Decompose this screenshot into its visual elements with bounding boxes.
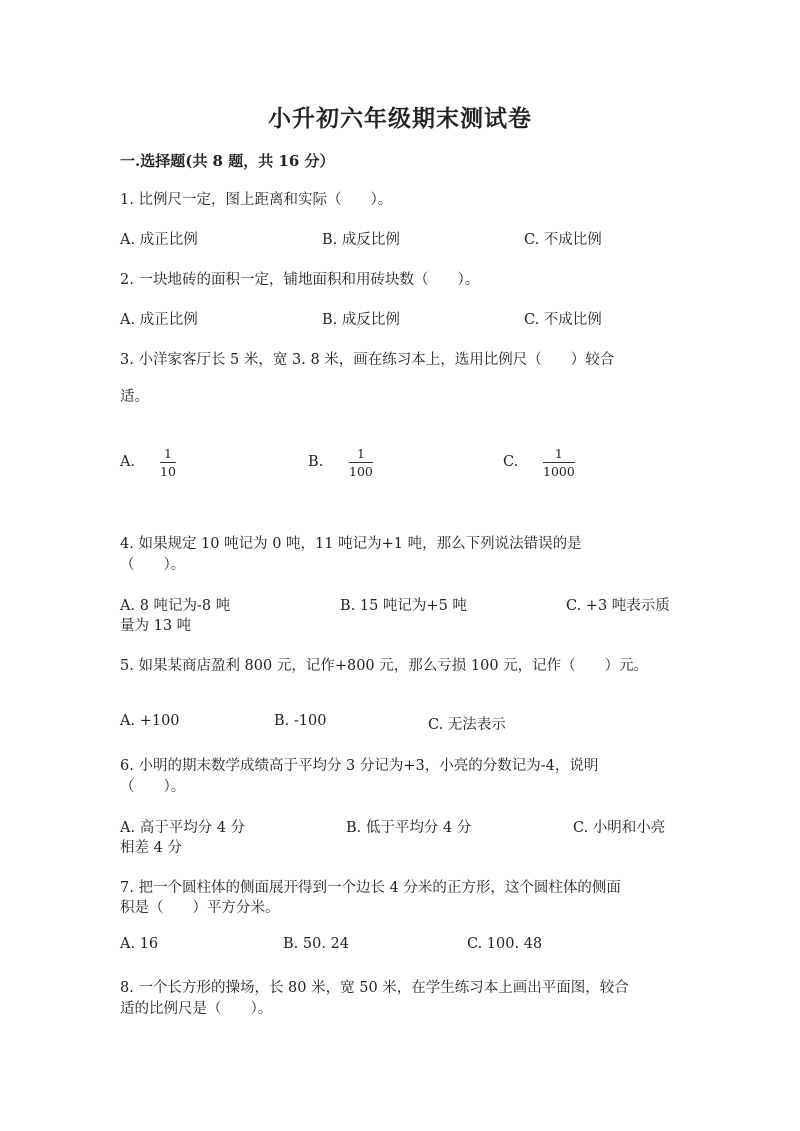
fraction-denominator: 100	[349, 464, 373, 479]
question-2-stem: 2. 一块地砖的面积一定，铺地面积和用砖块数（ ）。	[120, 272, 480, 288]
question-3-option-a-fraction	[160, 446, 176, 479]
question-3-option-a-label[interactable]: A.	[120, 454, 136, 470]
question-5-option-a[interactable]: A. +100	[120, 713, 180, 729]
question-1-option-a[interactable]: A. 成正比例	[120, 232, 198, 248]
question-5-option-b[interactable]: B. -100	[274, 713, 327, 729]
fraction-bar	[160, 462, 176, 463]
question-7-option-a[interactable]: A. 16	[120, 936, 159, 952]
page-title: 小升初六年级期末测试卷	[268, 105, 532, 132]
question-4-option-c-wrap: 量为 13 吨	[120, 618, 192, 634]
fraction-denominator: 1000	[543, 464, 575, 479]
question-6-option-c-wrap: 相差 4 分	[120, 840, 182, 856]
question-3-option-c-label[interactable]: C.	[503, 454, 519, 470]
question-6-option-a[interactable]: A. 高于平均分 4 分	[120, 820, 246, 836]
question-2-option-b[interactable]: B. 成反比例	[322, 312, 400, 328]
question-3-option-b-fraction	[349, 446, 373, 479]
question-4-option-c[interactable]: C. +3 吨表示质	[566, 598, 670, 614]
question-7-stem-line2: 积是（ ）平方分米。	[120, 900, 280, 916]
question-5-stem: 5. 如果某商店盈利 800 元，记作+800 元，那么亏损 100 元，记作（ ）元。	[120, 658, 649, 674]
question-1-option-b[interactable]: B. 成反比例	[322, 232, 400, 248]
question-3-stem-line2: 适。	[120, 389, 149, 405]
question-6-option-c[interactable]: C. 小明和小亮	[573, 820, 666, 836]
question-5-option-c[interactable]: C. 无法表示	[428, 717, 506, 733]
question-2-option-c[interactable]: C. 不成比例	[524, 312, 602, 328]
question-7-stem-line1: 7. 把一个圆柱体的侧面展开得到一个边长 4 分米的正方形，这个圆柱体的侧面	[120, 880, 621, 896]
question-7-option-c[interactable]: C. 100. 48	[467, 936, 543, 952]
question-7-option-b[interactable]: B. 50. 24	[283, 936, 349, 952]
question-6-stem-line2: （ ）。	[120, 779, 186, 795]
question-3-option-b-label[interactable]: B.	[308, 454, 324, 470]
fraction-numerator: 1	[163, 446, 172, 461]
question-1-option-c[interactable]: C. 不成比例	[524, 232, 602, 248]
question-6-stem-line1: 6. 小明的期末数学成绩高于平均分 3 分记为+3，小亮的分数记为-4，说明	[120, 758, 599, 774]
fraction-denominator: 10	[160, 464, 176, 479]
fraction-bar	[543, 462, 575, 463]
question-8-stem-line1: 8. 一个长方形的操场，长 80 米，宽 50 米，在学生练习本上画出平面图，较合	[120, 980, 629, 996]
fraction-numerator: 1	[554, 446, 563, 461]
fraction-numerator: 1	[356, 446, 365, 461]
question-6-option-b[interactable]: B. 低于平均分 4 分	[346, 820, 472, 836]
question-4-stem-line2: （ ）。	[120, 557, 186, 573]
question-4-option-a[interactable]: A. 8 吨记为-8 吨	[120, 598, 231, 614]
fraction-bar	[349, 462, 373, 463]
question-1-stem: 1. 比例尺一定，图上距离和实际（ ）。	[120, 192, 393, 208]
question-4-stem-line1: 4. 如果规定 10 吨记为 0 吨，11 吨记为+1 吨，那么下列说法错误的是	[120, 536, 582, 552]
section-heading: 一.选择题(共 8 题，共 16 分）	[120, 152, 335, 170]
question-4-option-b[interactable]: B. 15 吨记为+5 吨	[340, 598, 467, 614]
question-3-stem-line1: 3. 小洋家客厅长 5 米，宽 3. 8 米，画在练习本上，选用比例尺（ ）较合	[120, 352, 615, 368]
question-2-option-a[interactable]: A. 成正比例	[120, 312, 198, 328]
question-3-option-c-fraction	[543, 446, 575, 479]
question-8-stem-line2: 适的比例尺是（ ）。	[120, 1001, 273, 1017]
